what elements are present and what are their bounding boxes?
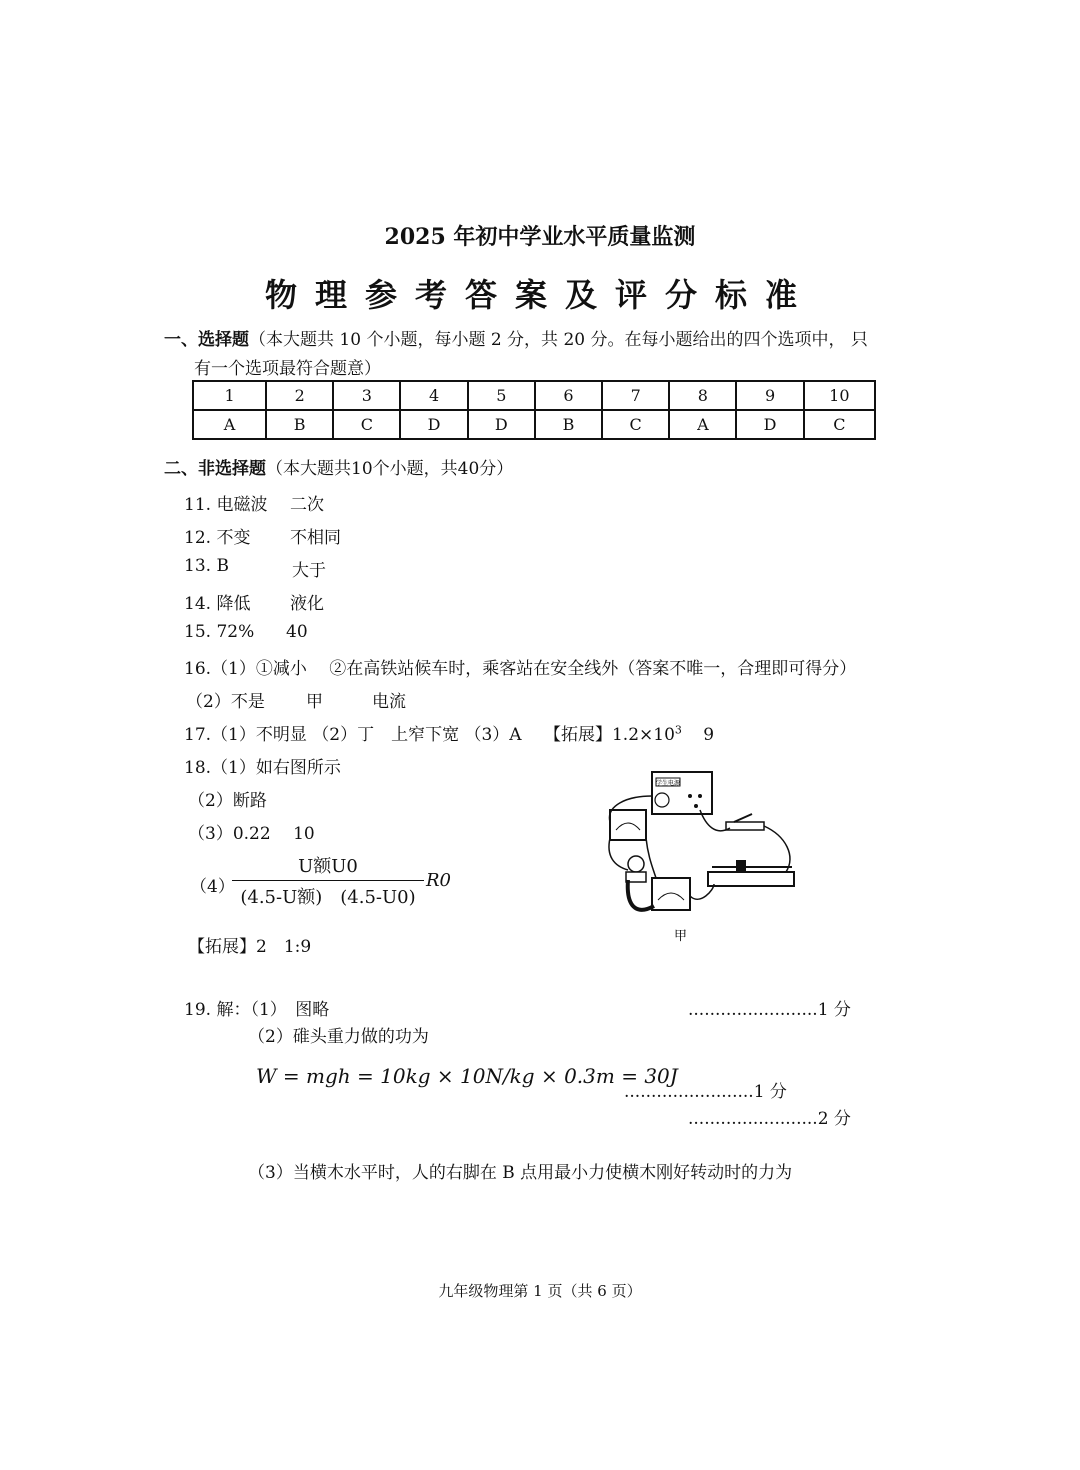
knob-icon	[655, 793, 669, 807]
lamp-icon	[628, 856, 644, 872]
answer-cell: C	[602, 410, 669, 439]
q19-score3: ........................2 分	[688, 1109, 851, 1129]
q15-label: 15. 72%	[184, 622, 255, 642]
answer-table-number-row	[193, 381, 875, 410]
q17-tail: 9	[703, 725, 715, 745]
section1-desc-line2: 有一个选项最符合题意）	[194, 359, 381, 379]
rheostat-icon	[708, 872, 794, 886]
figure-caption: 甲	[674, 929, 688, 944]
section2-intro	[164, 454, 513, 479]
question-number-cell: 6	[535, 381, 602, 410]
question-number-cell: 4	[400, 381, 467, 410]
answer-cell: C	[804, 410, 875, 439]
ammeter-icon	[652, 878, 690, 910]
question-number-cell: 1	[193, 381, 266, 410]
q16-line2c: 电流	[372, 692, 406, 712]
question-number-cell: 7	[602, 381, 669, 410]
switch-icon	[726, 822, 764, 830]
q12-label: 12. 不变	[184, 528, 251, 548]
q18-fraction	[232, 852, 424, 909]
fraction-denominator: (4.5-U额) (4.5-U0)	[240, 887, 416, 908]
power-supply-label: 学生电源	[656, 780, 681, 787]
question-number-cell: 3	[333, 381, 400, 410]
answer-table-answer-row	[193, 410, 875, 439]
section1-intro	[164, 325, 868, 350]
section1-desc-line1: （本大题共 10 个小题，每小题 2 分，共 20 分。在每小题给出的四个选项中， 只	[249, 330, 868, 350]
document-subtitle: 物理参考答案及评分标准	[264, 276, 815, 314]
q18-line2: （2）断路	[188, 791, 267, 811]
section2-heading: 二、非选择题	[164, 459, 266, 479]
q14-answer2: 液化	[290, 594, 324, 614]
q15-answer2: 40	[286, 622, 308, 642]
q14-label: 14. 降低	[184, 594, 251, 614]
q11-label: 11. 电磁波	[184, 495, 268, 515]
q11-answer2: 二次	[290, 495, 324, 515]
answer-cell: B	[535, 410, 602, 439]
q17-line	[184, 720, 714, 745]
q19-score1: ........................1 分	[688, 1000, 851, 1020]
q18-line4-label: （4）	[190, 877, 235, 897]
q19-line3: （3）当横木水平时，人的右脚在 B 点用最小力使横木刚好转动时的力为	[248, 1163, 793, 1183]
answer-table	[192, 380, 876, 440]
q19-score2: ........................1 分	[624, 1082, 787, 1102]
q19-formula: W = mgh = 10kg × 10N/kg × 0.3m = 30J	[256, 1064, 678, 1088]
circuit-diagram	[596, 766, 816, 944]
q16-line2b: 甲	[306, 692, 323, 712]
q12-answer2: 不相同	[290, 528, 341, 548]
q13-answer2: 大于	[292, 561, 326, 581]
page-footer: 九年级物理第 1 页（共 6 页）	[438, 1282, 642, 1300]
question-number-cell: 2	[266, 381, 333, 410]
section1-heading: 一、选择题	[164, 330, 249, 350]
answer-cell: A	[193, 410, 266, 439]
document-title: 2025 年初中学业水平质量监测	[384, 224, 696, 250]
q17-exponent: 3	[674, 723, 682, 737]
answer-cell: A	[669, 410, 736, 439]
fraction-numerator: U额U0	[232, 852, 424, 881]
q16-line1: 16.（1）①减小 ②在高铁站候车时，乘客站在安全线外（答案不唯一，合理即可得分）	[184, 659, 857, 679]
q19-line1: 19. 解：（1） 图略	[184, 1000, 330, 1020]
answer-cell: C	[333, 410, 400, 439]
section2-desc: （本大题共10个小题，共40分）	[266, 459, 514, 479]
q18-line1: 18.（1）如右图所示	[184, 758, 341, 778]
answer-cell: B	[266, 410, 333, 439]
q17-text: 17.（1）不明显 （2）丁 上窄下宽 （3）A 【拓展】1.2×10	[184, 725, 675, 745]
q16-line2a: （2）不是	[186, 692, 265, 712]
q19-line2: （2）碓头重力做的功为	[248, 1027, 429, 1047]
question-number-cell: 10	[804, 381, 875, 410]
answer-cell: D	[468, 410, 535, 439]
fraction-r0: R0	[426, 870, 452, 891]
q18-extension: 【拓展】2 1:9	[188, 937, 312, 957]
q13-label: 13. B	[184, 556, 229, 576]
q18-line3: （3）0.22 10	[188, 824, 315, 844]
question-number-cell: 9	[736, 381, 803, 410]
question-number-cell: 5	[468, 381, 535, 410]
answer-cell: D	[400, 410, 467, 439]
question-number-cell: 8	[669, 381, 736, 410]
answer-cell: D	[736, 410, 803, 439]
voltmeter-icon	[610, 810, 646, 840]
